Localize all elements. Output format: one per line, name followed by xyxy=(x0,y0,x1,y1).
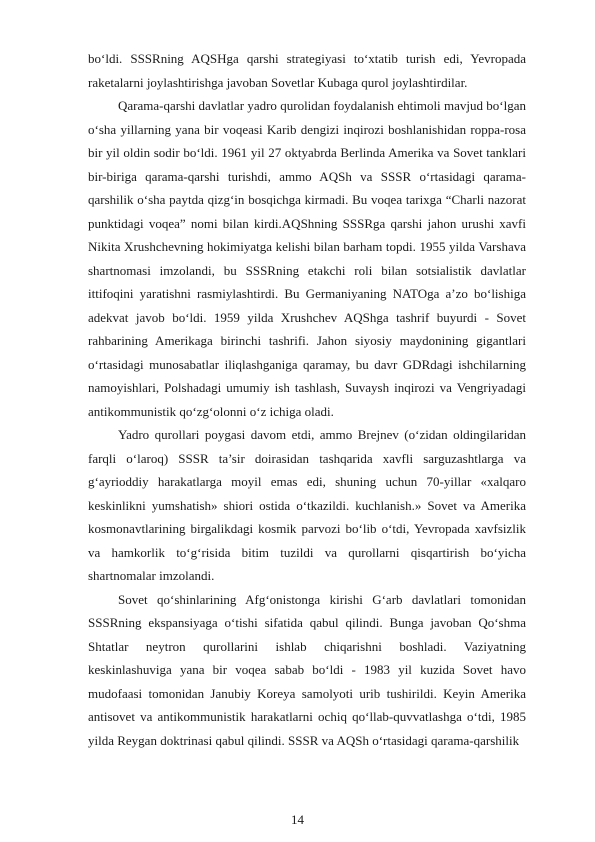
paragraph-continuation: bo‘ldi. SSSRning AQSHga qarshi strategiyasi to‘xtatib turish edi, Yevropada raketalarni joylashtirishga javoban Sovetlar Kubaga qurol joylashtirdilar. xyxy=(88,51,526,90)
document-body xyxy=(88,47,526,752)
paragraph-berlin-crisis: Qarama-qarshi davlatlar yadro qurolidan foydalanish ehtimoli mavjud bo‘lgan o‘sha yillarning yana bir voqeasi Karib dengizi inqirozi boshlanishidan roppa-rosa bir yil oldin sodir bo‘ldi. 1961 yil 27 oktyabrda Berlinda Amerika va Sovet tanklari bir-biriga qarama-qarshi turishdi, ammo AQSh va SSSR o‘rtasidagi qarama-qarshilik o‘sha paytda qizg‘in bosqichga kirmadi. Bu voqea tarixga “Charli nazorat punktidagi voqea” nomi bilan kirdi.AQShning SSSRga qarshi jahon urushi xavfi Nikita Xrushchevning hokimiyatga kelishi bilan barham topdi. 1955 yilda Varshava shartnomasi imzolandi, bu SSSRning etakchi roli bilan sotsialistik davlatlar ittifoqini yaratishni rasmiylashtirdi. Bu Germaniyaning NATOga a’zo bo‘lishiga adekvat javob bo‘ldi. 1959 yilda Xrushchev AQShga tashrif buyurdi - Sovet rahbarining Amerikaga birinchi tashrifi. Jahon siyosiy maydonining gigantlari o‘rtasidagi munosabatlar iliqlashganiga qaramay, bu davr GDRdagi ishchilarning namoyishlari, Polshadagi umumiy ish tashlash, Suvaysh inqirozi va Vengriyadagi antikommunistik qo‘zg‘olonni o‘z ichiga oladi. xyxy=(88,98,526,419)
paragraph-detente: Yadro qurollari poygasi davom etdi, ammo Brejnev (o‘zidan oldingilaridan farqli o‘laroq) SSSR ta’sir doirasidan tashqarida xavfli sarguzashtlarga va g‘ayrioddiy harakatlarga moyil emas edi, shuning uchun 70-yillar «xalqaro keskinlikni yumshatish» shiori ostida o‘tkazildi. kuchlanish.» Sovet va Amerika kosmonavtlarining birgalikdagi kosmik parvozi bo‘lib o‘tdi, Yevropada xavfsizlik va hamkorlik to‘g‘risida bitim tuzildi va qurollarni qisqartirish bo‘yicha shartnomalar imzolandi. xyxy=(88,427,526,583)
page-number: 14 xyxy=(291,812,304,827)
paragraph-afghanistan: Sovet qo‘shinlarining Afg‘onistonga kirishi G‘arb davlatlari tomonidan SSSRning ekspansiyaga o‘tishi sifatida qabul qilindi. Bunga javoban Qo‘shma Shtatlar neytron qurollarini ishlab chiqarishni boshladi. Vaziyatning keskinlashuviga yana bir voqea sabab bo‘ldi - 1983 yil kuzida Sovet havo mudofaasi tomonidan Janubiy Koreya samolyoti urib tushirildi. Keyin Amerika antisovet va antikommunistik harakatlarni ochiq qo‘llab-quvvatlashga o‘tdi, 1985 yilda Reygan doktrinasi qabul qilindi. SSSR va AQSh o‘rtasidagi qarama-qarshilik xyxy=(88,591,526,748)
